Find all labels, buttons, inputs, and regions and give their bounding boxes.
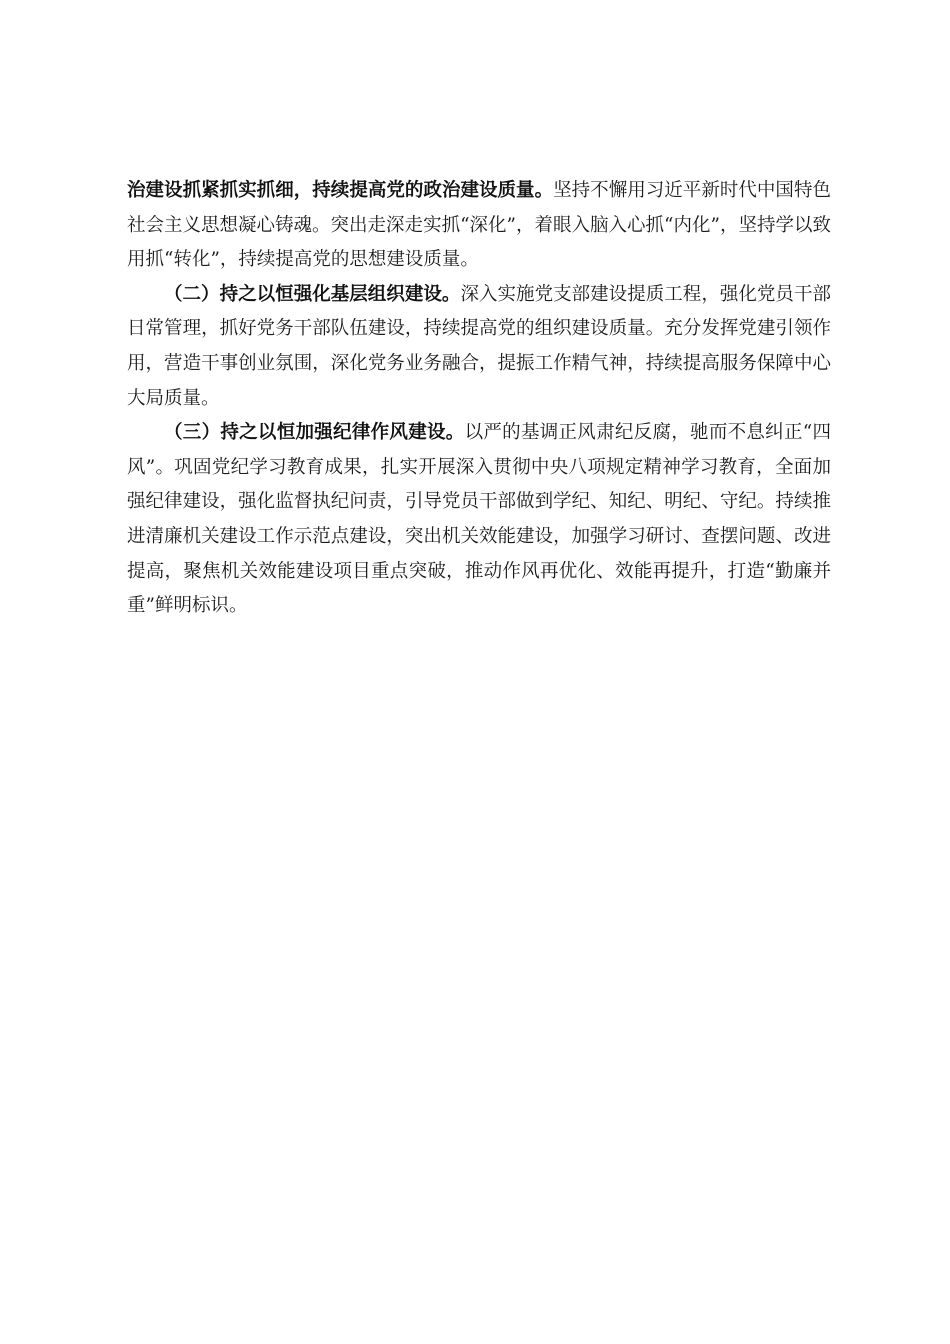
document-body xyxy=(127,174,831,624)
paragraph-text: 深入实施党支部建设提质工程，强化党员干部日常管理，抓好党务干部队伍建设，持续提高党的组织建设质量。充分发挥党建引领作用，营造干事创业氛围，深化党务业务融合，提振工作精气神，持续提高服务保障中心大局质量。 xyxy=(127,283,831,409)
paragraph-heading: （二）持之以恒强化基层组织建设。 xyxy=(164,283,461,305)
paragraph-heading: （三）持之以恒加强纪律作风建设。 xyxy=(164,422,465,444)
paragraph-discipline-construction xyxy=(127,416,831,624)
paragraph-text: 以严的基调正风肃纪反腐，驰而不息纠正“四风”。巩固党纪学习教育成果，扎实开展深入贯彻中央八项规定精神学习教育，全面加强纪律建设，强化监督执纪问责，引导党员干部做到学纪、知纪、明纪、守纪。持续推进清廉机关建设工作示范点建设，突出机关效能建设，加强学习研讨、查摆问题、改进提高，聚焦机关效能建设项目重点突破，推动作风再优化、效能再提升，打造“勤廉并重”鲜明标识。 xyxy=(127,422,831,617)
paragraph-lead: 治建设抓紧抓实抓细，持续提高党的政治建设质量。 xyxy=(127,180,554,201)
paragraph-political-construction xyxy=(127,174,831,278)
paragraph-organization-construction xyxy=(127,278,831,416)
paragraph-text: 坚持不懈用习近平新时代中国特色社会主义思想凝心铸魂。突出走深走实抓“深化”，着眼入脑入心抓“内化”，坚持学以致用抓“转化”，持续提高党的思想建设质量。 xyxy=(127,180,831,271)
